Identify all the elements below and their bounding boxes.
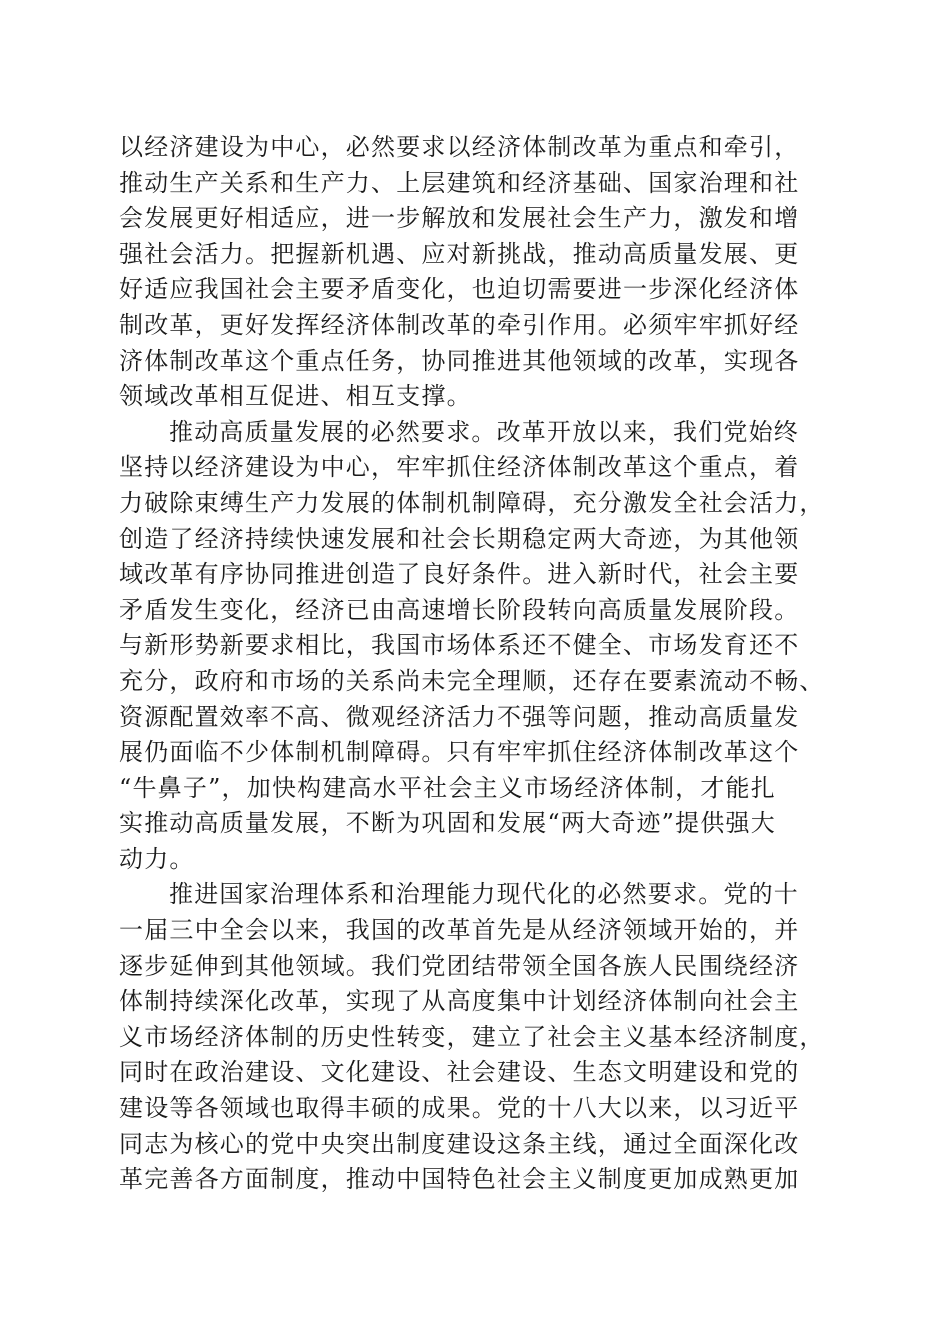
text-line: 资源配置效率不高、微观经济活力不强等问题，推动高质量发: [119, 702, 800, 731]
text-line: 革完善各方面制度，推动中国特色社会主义制度更加成熟更加: [119, 1165, 800, 1194]
paragraph-start-line: 推动高质量发展的必然要求。改革开放以来，我们党始终: [169, 417, 799, 446]
text-line: 坚持以经济建设为中心，牢牢抓住经济体制改革这个重点，着: [119, 453, 800, 482]
text-line: 以经济建设为中心，必然要求以经济体制改革为重点和牵引，: [119, 133, 800, 161]
body-text: [119, 130, 831, 1198]
text-line: 同志为核心的党中央突出制度建设这条主线，通过全面深化改: [119, 1129, 800, 1158]
text-line: 与新形势新要求相比，我国市场体系还不健全、市场发育还不: [119, 631, 800, 660]
text-line: 创造了经济持续快速发展和社会长期稳定两大奇迹，为其他领: [119, 524, 800, 553]
paragraph-start-line: 推进国家治理体系和治理能力现代化的必然要求。党的十: [169, 880, 799, 909]
text-line: 好适应我国社会主要矛盾变化，也迫切需要进一步深化经济体: [119, 275, 800, 304]
text-line: 体制持续深化改革，实现了从高度集中计划经济体制向社会主: [119, 987, 800, 1016]
text-line: 动力。: [119, 844, 195, 873]
text-line: 济体制改革这个重点任务，协同推进其他领域的改革，实现各: [119, 346, 800, 375]
text-line: “牛鼻子”，加快构建高水平社会主义市场经济体制，才能扎: [119, 773, 776, 802]
text-line: 制改革，更好发挥经济体制改革的牵引作用。必须牢牢抓好经: [119, 310, 800, 339]
text-line: 义市场经济体制的历史性转变，建立了社会主义基本经济制度，: [119, 1022, 825, 1051]
text-line: 推动生产关系和生产力、上层建筑和经济基础、国家治理和社: [119, 168, 800, 197]
text-line: 充分，政府和市场的关系尚未完全理顺，还存在要素流动不畅、: [119, 666, 825, 695]
text-line: 领域改革相互促进、相互支撑。: [119, 382, 472, 411]
text-line: 会发展更好相适应，进一步解放和发展社会生产力，激发和增: [119, 204, 800, 233]
text-line: 同时在政治建设、文化建设、社会建设、生态文明建设和党的: [119, 1058, 800, 1087]
text-line: 强社会活力。把握新机遇、应对新挑战，推动高质量发展、更: [119, 239, 800, 268]
text-line: 逐步延伸到其他领域。我们党团结带领全国各族人民围绕经济: [119, 951, 800, 980]
text-line: 实推动高质量发展，不断为巩固和发展“两大奇迹”提供强大: [119, 809, 776, 838]
text-line: 力破除束缚生产力发展的体制机制障碍，充分激发全社会活力，: [119, 488, 825, 517]
text-line: 一届三中全会以来，我国的改革首先是从经济领域开始的，并: [119, 916, 800, 945]
text-line: 展仍面临不少体制机制障碍。只有牢牢抓住经济体制改革这个: [119, 738, 800, 767]
text-line: 域改革有序协同推进创造了良好条件。进入新时代，社会主要: [119, 560, 800, 589]
text-line: 矛盾发生变化，经济已由高速增长阶段转向高质量发展阶段。: [119, 595, 800, 624]
text-line: 建设等各领域也取得丰硕的成果。党的十八大以来，以习近平: [119, 1094, 800, 1123]
